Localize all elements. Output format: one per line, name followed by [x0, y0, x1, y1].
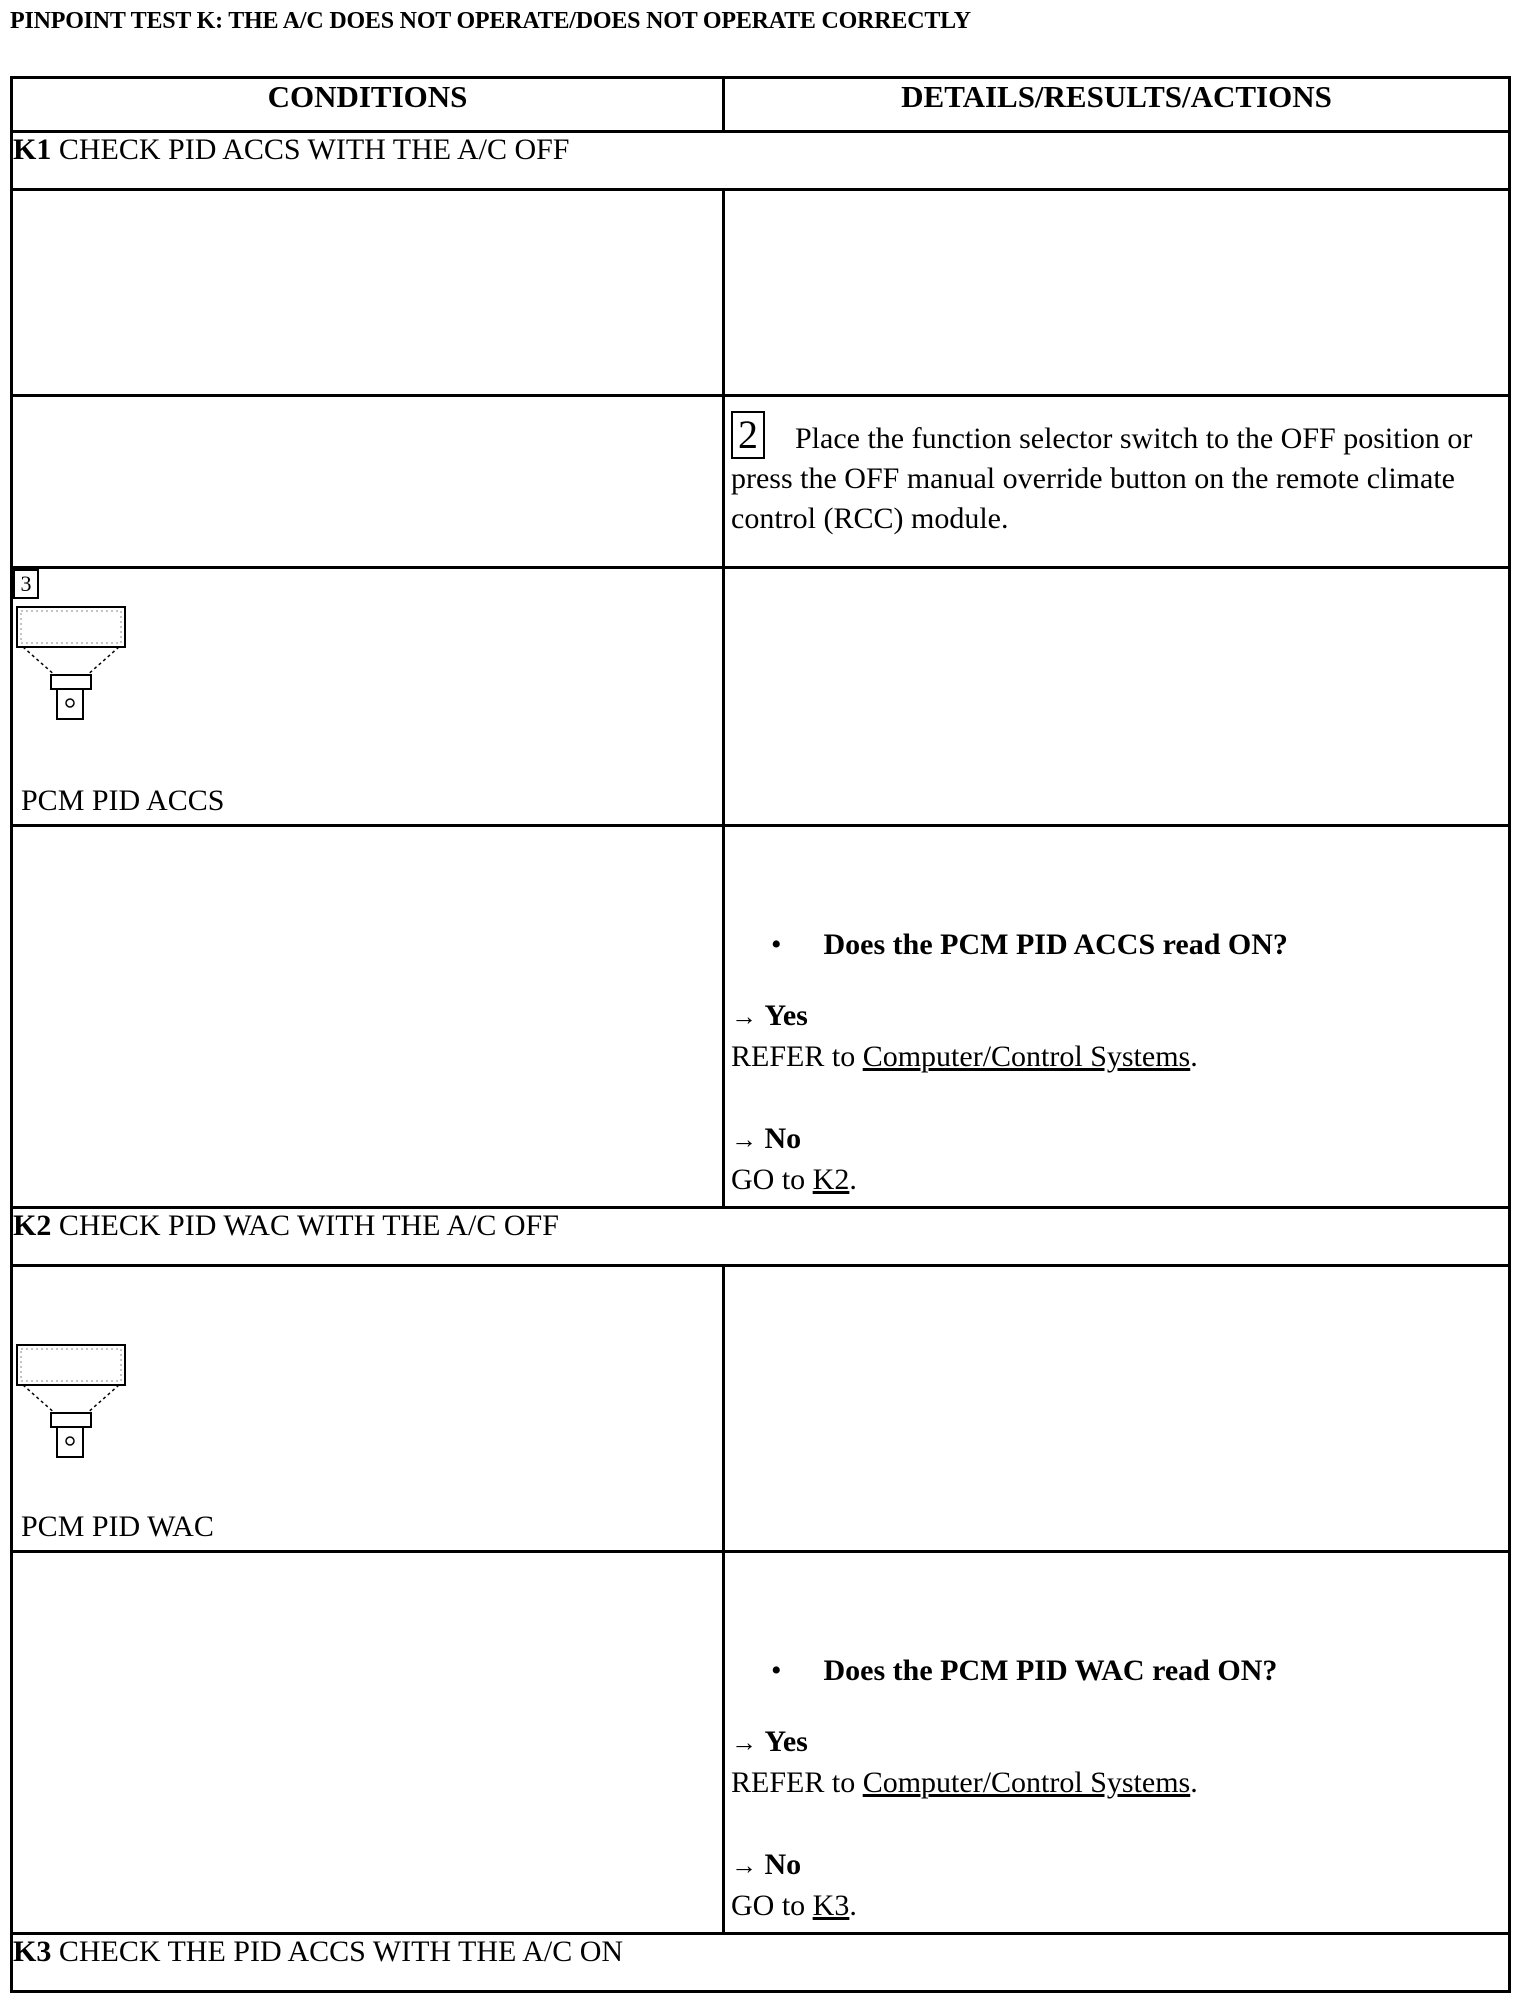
step-number-box: 2 [731, 411, 765, 459]
empty-cell [12, 396, 724, 568]
link-k2[interactable]: K2 [812, 1163, 850, 1196]
table-row [12, 1266, 1510, 1552]
k2-condition-cell [12, 1266, 724, 1552]
step-heading-k1 [12, 132, 1510, 190]
step2-instruction [725, 411, 1508, 539]
answer-yes-k1: → Yes REFER to Computer/Control Systems. [731, 999, 1198, 1073]
step2-text: Place the function selector switch to the OFF position or press the OFF manual override button on the remote climate control (RCC) module. [731, 422, 1473, 535]
empty-cell [724, 568, 1510, 826]
table-row [12, 1552, 1510, 1934]
empty-cell [12, 1552, 724, 1934]
empty-cell [12, 826, 724, 1208]
step-number-box: 3 [13, 569, 39, 599]
table-row [12, 190, 1510, 396]
step-row-k3 [12, 1934, 1510, 1992]
step-id-k3: K3 [13, 1935, 52, 1968]
question-k1: • Does the PCM PID ACCS read ON? [771, 928, 1288, 961]
table-row [12, 396, 1510, 568]
condition-label-wac: PCM PID WAC [21, 1510, 214, 1543]
step-title-k1: CHECK PID ACCS WITH THE A/C OFF [58, 133, 570, 166]
step2-cell [724, 396, 1510, 568]
step-heading-k3 [12, 1934, 1510, 1992]
step-id-k2: K2 [13, 1209, 52, 1242]
step-id-k1: K1 [13, 133, 52, 166]
link-computer-control-systems[interactable]: Computer/Control Systems [862, 1766, 1191, 1799]
empty-cell [724, 190, 1510, 396]
page-title: PINPOINT TEST K: THE A/C DOES NOT OPERATE/DOES NOT OPERATE CORRECTLY [10, 8, 971, 34]
step3-condition-cell [12, 568, 724, 826]
scan-tool-icon [13, 1341, 133, 1461]
answer-yes-k2: → Yes REFER to Computer/Control Systems. [731, 1725, 1198, 1799]
table-header-row [12, 78, 1510, 132]
answer-no-k1: → No GO to K2. [731, 1122, 857, 1196]
column-header-conditions: CONDITIONS [12, 78, 724, 132]
scan-tool-icon [13, 603, 133, 723]
link-computer-control-systems[interactable]: Computer/Control Systems [862, 1040, 1191, 1073]
empty-cell [724, 1266, 1510, 1552]
step-row-k1 [12, 132, 1510, 190]
table-row [12, 568, 1510, 826]
link-k3[interactable]: K3 [812, 1889, 850, 1922]
table-row [12, 826, 1510, 1208]
step-title-k3: CHECK THE PID ACCS WITH THE A/C ON [58, 1935, 624, 1968]
k1-result-cell [724, 826, 1510, 1208]
pinpoint-test-table [10, 76, 1511, 1993]
answer-no-k2: → No GO to K3. [731, 1848, 857, 1922]
k2-result-cell [724, 1552, 1510, 1934]
step-heading-k2 [12, 1208, 1510, 1266]
step-title-k2: CHECK PID WAC WITH THE A/C OFF [58, 1209, 559, 1242]
step-row-k2 [12, 1208, 1510, 1266]
empty-cell [12, 190, 724, 396]
question-k2: • Does the PCM PID WAC read ON? [771, 1654, 1278, 1687]
condition-label-accs: PCM PID ACCS [21, 784, 225, 817]
column-header-details: DETAILS/RESULTS/ACTIONS [724, 78, 1510, 132]
